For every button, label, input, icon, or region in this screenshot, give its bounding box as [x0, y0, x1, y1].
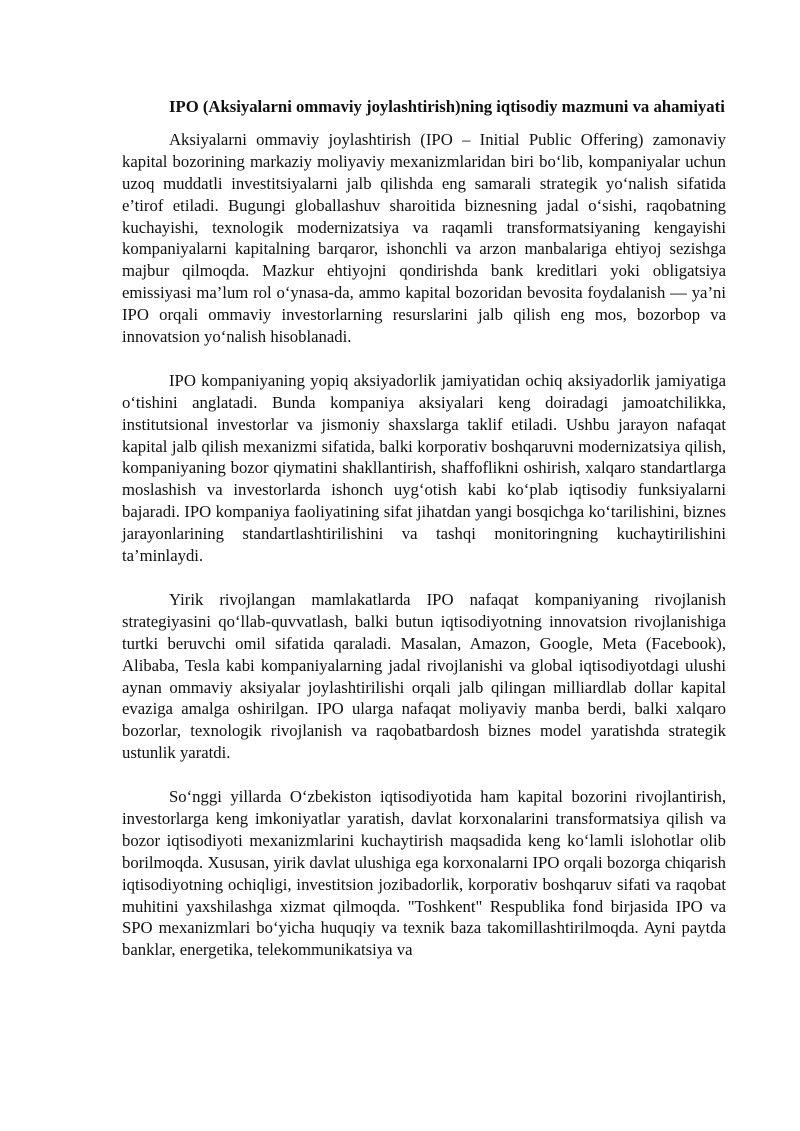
paragraph-3: Yirik rivojlangan mamlakatlarda IPO nafaqat kompaniyaning rivojlanish strategiyasini qo‘llab-quvvatlash, balki butun iqtisodiyotning innovatsion rivojlanishiga turtki beruvchi omil sifatida qaraladi. Masalan, Amazon, Google, Meta (Facebook), Alibaba, Tesla kabi kompaniyalarning jadal rivojlanishi va global iqtisodiyotdagi ulushi aynan ommaviy aksiyalar joylashtirilishi orqali jalb qilingan milliardlab dollar kapital evaziga amalga oshirilgan. IPO ularga nafaqat moliyaviy manba berdi, balki xalqaro bozorlar, texnologik rivojlanish va raqobatbardosh biznes model yaratishda strategik ustunlik yaratdi.: [122, 589, 726, 763]
paragraph-1: Aksiyalarni ommaviy joylashtirish (IPO – Initial Public Offering) zamonaviy kapital bozorining markaziy moliyaviy mexanizmlaridan biri bo‘lib, kompaniyalar uchun uzoq muddatli investitsiyalarni jalb qilishda eng samarali strategik yo‘nalish sifatida e’tirof etiladi. Bugungi globallashuv sharoitida biznesning jadal o‘sishi, raqobatning kuchayishi, texnologik modernizatsiya va raqamli transformatsiyaning kengayishi kompaniyalarni kapitalning barqaror, ishonchli va arzon manbalariga ehtiyoj sezishga majbur qilmoqda. Mazkur ehtiyojni qondirishda bank kreditlari yoki obligatsiya emissiyasi ma’lum rol o‘ynasa-da, ammo kapital bozoridan bevosita foydalanish — ya’ni IPO orqali ommaviy investorlarning resurslarini jalb qilish eng mos, bozorbop va innovatsion yo‘nalish hisoblanadi.: [122, 129, 726, 347]
document-title: IPO (Aksiyalarni ommaviy joylashtirish)ning iqtisodiy mazmuni va ahamiyati: [169, 97, 725, 116]
document-body: [122, 96, 726, 961]
paragraph-4: So‘nggi yillarda O‘zbekiston iqtisodiyotida ham kapital bozorini rivojlantirish, investorlarga keng imkoniyatlar yaratish, davlat korxonalarini transformatsiya qilish va bozor iqtisodiyoti mexanizmlarini kuchaytirish maqsadida keng ko‘lamli islohotlar olib borilmoqda. Xususan, yirik davlat ulushiga ega korxonalarni IPO orqali bozorga chiqarish iqtisodiyotning ochiqligi, investitsion jozibadorlik, korporativ boshqaruv sifati va raqobat muhitini yaxshilashga xizmat qilmoqda. "Toshkent" Respublika fond birjasida IPO va SPO mexanizmlari bo‘yicha huquqiy va texnik baza takomillashtirilmoqda. Ayni paytda banklar, energetika, telekommunikatsiya va: [122, 787, 726, 960]
paragraph-2: IPO kompaniyaning yopiq aksiyadorlik jamiyatidan ochiq aksiyadorlik jamiyatiga o‘tishini anglatadi. Bunda kompaniya aksiyalari keng doiradagi jamoatchilikka, institutsional investorlar va jismoniy shaxslarga taklif etiladi. Ushbu jarayon nafaqat kapital jalb qilish mexanizmi sifatida, balki korporativ boshqaruvni modernizatsiya qilish, kompaniyaning bozor qiymatini shakllantirish, shaffoflikni oshirish, xalqaro standartlarga moslashish va investorlarda ishonch uyg‘otish kabi ko‘plab iqtisodiy funksiyalarni bajaradi. IPO kompaniya faoliyatining sifat jihatdan yangi bosqichga ko‘tarilishini, biznes jarayonlarining standartlashtirilishini va tashqi monitoringning kuchaytirilishini ta’minlaydi.: [122, 370, 726, 566]
